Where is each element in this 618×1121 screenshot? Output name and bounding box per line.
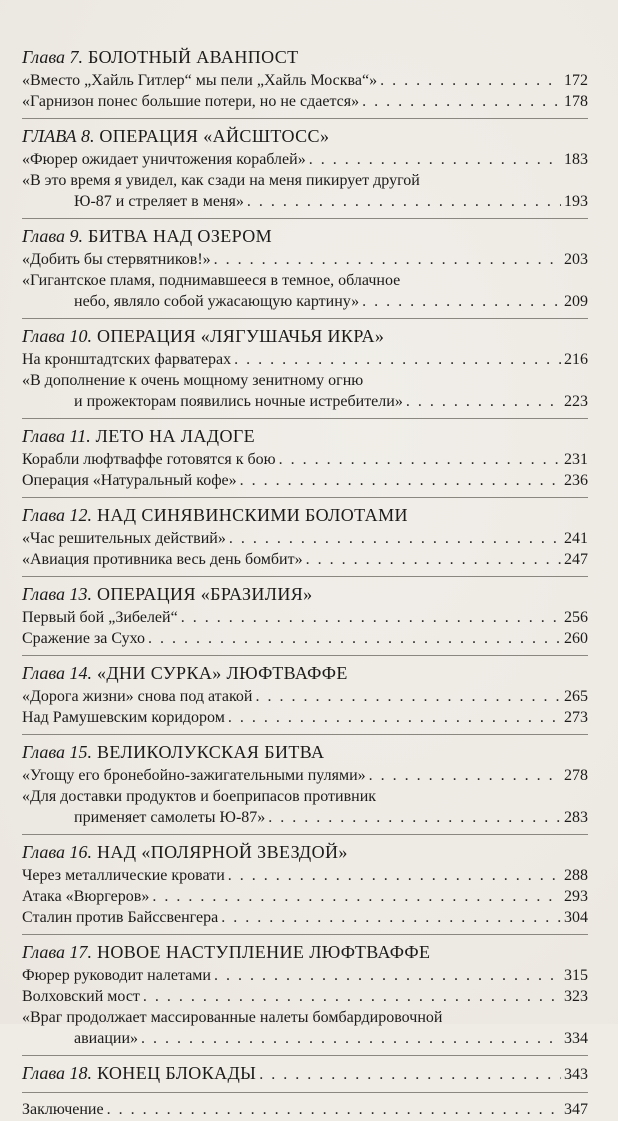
entry-text: «Дорога жизни» снова под атакой [22,688,253,705]
leader-dots [306,549,561,570]
entry-text: Ю-87 и стреляет в меня» [74,193,244,210]
chapter-number: Глава 14. [22,663,93,683]
page-number: 283 [564,809,588,826]
leader-dots [229,528,561,549]
page-number: 265 [564,688,588,705]
chapter-heading [22,581,588,607]
entry-line [22,1099,588,1121]
chapter-section [22,419,588,498]
toc-entry [22,707,588,728]
toc-entry [22,370,588,412]
conclusion-entry [22,1093,588,1121]
entry-line [22,528,588,549]
entry-line [22,686,588,707]
toc-entry [22,686,588,707]
chapter-section [22,577,588,656]
chapter-title: НАД СИНЯВИНСКИМИ БОЛОТАМИ [96,505,408,525]
leader-dots [268,807,561,828]
entry-line [22,291,588,312]
toc-entry [22,70,588,91]
chapter-section [22,835,588,935]
page-number: 203 [564,251,588,268]
chapter-title: ЛЕТО НА ЛАДОГЕ [95,426,256,446]
leader-dots [141,1028,561,1049]
page-number: 347 [564,1101,588,1118]
entry-text: Сражение за Сухо [22,630,146,647]
toc-entry [22,886,588,907]
chapter-number: Глава 11. [22,426,91,446]
chapter-number: Глава 15. [22,742,93,762]
entry-text: Над Рамушевским коридором [22,709,225,726]
entry-line [22,449,588,470]
entry-line [22,707,588,728]
toc-entry [22,965,588,986]
leader-dots [181,607,561,628]
chapter-heading [22,839,588,865]
entry-line [22,549,588,570]
chapter-title: НОВОЕ НАСТУПЛЕНИЕ ЛЮФТВАФФЕ [96,942,431,962]
entry-text: «Для доставки продуктов и боеприпасов противник [22,788,377,805]
toc-entry [22,607,588,628]
page-number: 278 [564,767,588,784]
page-number: 304 [564,909,588,926]
toc-entry [22,91,588,112]
page-number: 223 [564,393,588,410]
entry-line [22,170,588,191]
leader-dots [214,249,561,270]
chapter-heading [22,223,588,249]
entry-line [22,470,588,491]
entry-text: «В это время я увидел, как сзади на меня пикирует другой [22,172,420,189]
entry-text: и прожекторам появились ночные истребители» [74,393,403,410]
chapter-heading-row [22,1060,588,1086]
entry-text: «Вместо „Хайль Гитлер“ мы пели „Хайль Москва“» [22,72,378,89]
entry-line [22,191,588,212]
chapter-heading [22,323,588,349]
entry-line [22,249,588,270]
entry-line [22,349,588,370]
leader-dots [228,707,561,728]
chapter-heading [22,502,588,528]
entry-text: Первый бой „Зибелей“ [22,609,178,626]
leader-dots [247,191,561,212]
leader-dots [406,391,561,412]
chapter-title: ОПЕРАЦИЯ «ЛЯГУШАЧЬЯ ИКРА» [96,326,385,346]
chapter-number: Глава 12. [22,505,93,525]
chapter-section [22,219,588,319]
entry-text: Заключение [22,1101,104,1118]
toc-entry [22,270,588,312]
chapter-title: «ДНИ СУРКА» ЛЮФТВАФФЕ [96,663,348,683]
chapter-number: Глава 9. [22,226,84,246]
chapter-number: Глава 10. [22,326,93,346]
entry-text: «Враг продолжает массированные налеты бомбардировочной [22,1009,443,1026]
table-of-contents [22,44,588,1056]
chapter-title: ВЕЛИКОЛУКСКАЯ БИТВА [96,742,325,762]
entry-line [22,270,588,291]
chapter-title: БИТВА НАД ОЗЕРОМ [87,226,273,246]
page-number: 209 [564,293,588,310]
leader-dots [152,886,561,907]
page-number: 273 [564,709,588,726]
leader-dots [259,1066,561,1084]
page-number: 183 [564,151,588,168]
entry-line [22,965,588,986]
entry-line [22,1007,588,1028]
leader-dots [214,965,561,986]
entry-text: применяет самолеты Ю-87» [74,809,266,826]
chapter-title: ОПЕРАЦИЯ «БРАЗИЛИЯ» [96,584,313,604]
entry-text: Атака «Вюргеров» [22,888,150,905]
toc-entry [22,170,588,212]
entry-text: «Гигантское пламя, поднимавшееся в темное, облачное [22,272,401,289]
toc-entry [22,986,588,1007]
entry-text: авиации» [74,1030,139,1047]
chapter-heading [22,660,588,686]
chapter-heading [22,423,588,449]
toc-entry [22,470,588,491]
entry-line [22,907,588,928]
leader-dots [369,765,561,786]
entry-text: Через металлические кровати [22,867,225,884]
toc-entry [22,907,588,928]
chapter-number: Глава 16. [22,842,93,862]
toc-entry [22,865,588,886]
entry-text: «Гарнизон понес большие потери, но не сдается» [22,93,360,110]
entry-line [22,628,588,649]
leader-dots [148,628,561,649]
chapter-title: КОНЕЦ БЛОКАДЫ [96,1063,257,1083]
entry-text: Волховский мост [22,988,140,1005]
entry-line [22,786,588,807]
entry-line [22,370,588,391]
page-number: 241 [564,530,588,547]
chapter-number: Глава 17. [22,942,93,962]
entry-line [22,865,588,886]
chapter-title: НАД «ПОЛЯРНОЙ ЗВЕЗДОЙ» [96,842,348,862]
chapter-heading [22,123,588,149]
toc-entry [22,628,588,649]
entry-text: «Добить бы стервятников!» [22,251,211,268]
entry-line [22,91,588,112]
chapter-number: Глава 7. [22,47,84,67]
leader-dots [309,149,561,170]
leader-dots [240,470,561,491]
chapter-section [22,735,588,835]
entry-text: «Час решительных действий» [22,530,226,547]
entry-text: Сталин против Байссвенгера [22,909,219,926]
entry-line [22,765,588,786]
chapter-number: Глава 18. [22,1063,93,1083]
page-number: 247 [564,551,588,568]
entry-line [22,607,588,628]
toc-entry [22,528,588,549]
page-number: 216 [564,351,588,368]
chapter-section [22,656,588,735]
entry-text: «Фюрер ожидает уничтожения кораблей» [22,151,306,168]
page-number: 178 [564,93,588,110]
toc-entry [22,149,588,170]
leader-dots [107,1099,561,1121]
leader-dots [234,349,561,370]
entry-text: Корабли люфтваффе готовятся к бою [22,451,276,468]
chapter-section [22,1056,588,1093]
chapter-number: Глава 13. [22,584,93,604]
entry-line [22,807,588,828]
page-number: 334 [564,1030,588,1047]
chapter-section [22,319,588,419]
chapter-section [22,935,588,1056]
leader-dots [362,291,561,312]
page-number: 256 [564,609,588,626]
entry-text: «Авиация противника весь день бомбит» [22,551,303,568]
chapter-heading [22,939,588,965]
leader-dots [143,986,561,1007]
entry-text: Операция «Натуральный кофе» [22,472,237,489]
entry-text: небо, являло собой ужасающую картину» [74,293,360,310]
leader-dots [380,70,561,91]
chapter-section [22,119,588,219]
page-number: 293 [564,888,588,905]
page-number: 323 [564,988,588,1005]
leader-dots [279,449,561,470]
chapter-section [22,498,588,577]
chapter-heading [22,44,588,70]
chapter-title: ОПЕРАЦИЯ «АЙСШТОСС» [99,126,330,146]
page-number: 236 [564,472,588,489]
toc-entry [22,249,588,270]
page-number: 231 [564,451,588,468]
entry-line [22,149,588,170]
entry-line [22,1028,588,1049]
page-number: 172 [564,72,588,89]
chapter-heading [22,739,588,765]
chapter-title: БОЛОТНЫЙ АВАНПОСТ [87,47,299,67]
leader-dots [228,865,561,886]
leader-dots [362,91,561,112]
entry-text: «В дополнение к очень мощному зенитному огню [22,372,364,389]
toc-entry [22,1007,588,1049]
toc-entry [22,349,588,370]
toc-entry [22,549,588,570]
chapter-section [22,44,588,119]
page-number: 288 [564,867,588,884]
entry-text: Фюрер руководит налетами [22,967,211,984]
entry-text: На кронштадтских фарватерах [22,351,232,368]
chapter-number: ГЛАВА 8. [22,126,95,146]
page-number: 343 [564,1066,588,1083]
leader-dots [256,686,562,707]
toc-entry [22,765,588,786]
chapter-heading [22,1060,256,1086]
entry-line [22,391,588,412]
entry-line [22,986,588,1007]
entry-line [22,70,588,91]
page-number: 260 [564,630,588,647]
entry-text: «Угощу его бронебойно-зажигательными пулями» [22,767,366,784]
toc-entry [22,786,588,828]
entry-line [22,886,588,907]
toc-entry [22,449,588,470]
page-number: 315 [564,967,588,984]
page-number: 193 [564,193,588,210]
leader-dots [221,907,561,928]
